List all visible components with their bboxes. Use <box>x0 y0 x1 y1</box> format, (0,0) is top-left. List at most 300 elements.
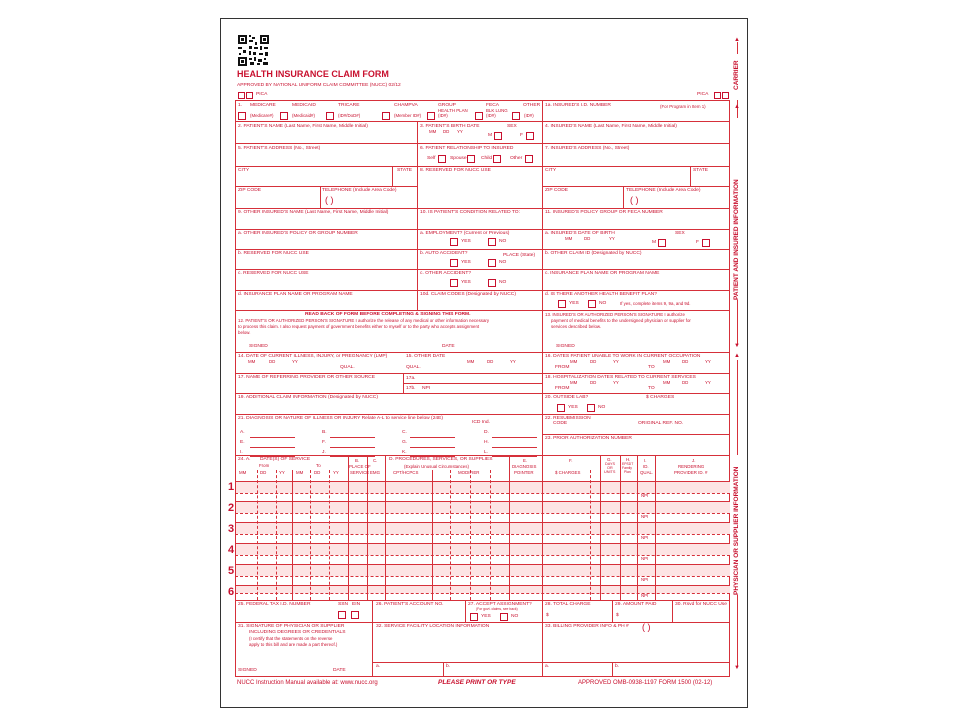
box6-other-label: Other <box>510 156 523 161</box>
form-rule <box>235 352 730 353</box>
nucc-approval: APPROVED BY NATIONAL UNIFORM CLAIM COMMITTEE (NUCC) 02/12 <box>237 83 401 88</box>
box1-group-label: GROUP <box>438 103 456 108</box>
box16-label-label: 16. DATES PATIENT UNABLE TO WORK IN CURRENT OCCUPATION <box>545 354 701 359</box>
box1-feca-label: FECA <box>486 103 500 108</box>
box13-line3-label: services described below. <box>551 324 602 329</box>
read-back-notice: READ BACK OF FORM BEFORE COMPLETING & SIGNING THIS FORM. <box>305 312 471 317</box>
box16-to-label: TO <box>648 365 655 370</box>
box14-mm-label: MM <box>248 359 256 364</box>
patient-sex-m-checkbox[interactable] <box>494 132 502 140</box>
box18-yy-label: YY <box>705 380 711 385</box>
box24-b-label: B. <box>355 458 360 463</box>
box21-letters-0-label: A. <box>240 430 245 435</box>
form-rule <box>235 186 418 187</box>
box33-paren-label: ( ) <box>642 622 651 632</box>
another-plan-yes-checkbox[interactable] <box>558 300 566 308</box>
box21-label-label: 21. DIAGNOSIS OR NATURE OF ILLNESS OR INJURY Relate A-L to service line below (24E) <box>238 416 444 421</box>
box24-dates-label: DATE(S) OF SERVICE <box>260 457 311 462</box>
box17-label: 17. NAME OF REFERRING PROVIDER OR OTHER SOURCE <box>238 375 375 380</box>
accept-assignment-yes-checkbox[interactable] <box>470 613 478 621</box>
box11a-m-label: M <box>652 240 657 245</box>
box24-or-label: OR <box>607 466 613 470</box>
date-label: DATE <box>333 668 346 673</box>
patient-sex-f-checkbox[interactable] <box>526 132 534 140</box>
box14-label-label: 14. DATE OF CURRENT ILLNESS, INJURY, or PREGNANCY (LMP) <box>238 354 388 359</box>
group-health-plan-checkbox[interactable] <box>427 112 435 120</box>
box9-label: 9. OTHER INSURED'S NAME (Last Name, First Name, Middle Initial) <box>238 210 389 215</box>
box24-yy-label: YY <box>333 470 339 475</box>
pica-left-box[interactable] <box>246 92 253 99</box>
arrow-up-icon: ▲ <box>734 353 740 359</box>
relationship-spouse-checkbox[interactable] <box>467 155 475 163</box>
form-rule <box>655 455 656 600</box>
box24-provider-label: PROVIDER ID. # <box>674 470 708 475</box>
qr-code-icon <box>237 34 270 67</box>
yes-label: YES <box>461 280 471 285</box>
box22-code-label: CODE <box>553 421 568 426</box>
box23-label: 23. PRIOR AUTHORIZATION NUMBER <box>545 436 632 441</box>
box10d-label: 10d. CLAIM CODES (Designated by NUCC) <box>420 292 516 297</box>
box15-qual-label: QUAL. <box>406 365 421 370</box>
box11d-note-label: If yes, complete items 9, 9a, and 9d. <box>620 301 691 306</box>
box24-mm-label: MM <box>296 470 304 475</box>
box15-yy-label: YY <box>510 359 516 364</box>
service-line-number: 2 <box>228 502 235 514</box>
box24-g-label: G. <box>607 457 612 462</box>
box13-line2-label: payment of medical benefits to the undersigned physician or supplier for <box>551 318 691 323</box>
box14-qual-label: QUAL. <box>340 365 355 370</box>
employment-no-checkbox[interactable] <box>488 238 496 246</box>
box18-dd-label: DD <box>590 380 597 385</box>
footer-manual-link[interactable]: NUCC Instruction Manual available at: www.nucc.org <box>237 680 378 686</box>
box21-letters-7-label: H. <box>484 440 489 445</box>
outside-lab-no-checkbox[interactable] <box>587 404 595 412</box>
box21-letters-8-label: I. <box>240 450 243 455</box>
box1-group-id-label: (ID#) <box>438 113 448 118</box>
box1-medicaid-label: MEDICAID <box>292 103 316 108</box>
form-rule <box>612 662 613 677</box>
form-rule <box>470 470 471 600</box>
box9a-label: a. OTHER INSURED'S POLICY OR GROUP NUMBER <box>238 231 358 236</box>
box3-f-label: F <box>520 133 523 138</box>
npi-label: NPI <box>641 593 649 598</box>
box11a-mm-label: MM <box>565 236 573 241</box>
box27-label-label: 27. ACCEPT ASSIGNMENT? <box>468 602 532 607</box>
form-rule <box>372 662 730 663</box>
telephone-label: TELEPHONE (Include Area Code) <box>322 188 397 193</box>
box24-dd-label: DD <box>314 470 321 475</box>
form-rule <box>235 600 730 601</box>
patient-arrow <box>737 300 738 345</box>
box9d-label: d. INSURANCE PLAN NAME OR PROGRAM NAME <box>238 292 353 297</box>
form-rule <box>443 662 444 677</box>
b-label-label: b. <box>615 664 620 669</box>
box16-dd-label: DD <box>682 359 689 364</box>
ein-checkbox[interactable] <box>351 611 359 619</box>
box24-cpt-label: CPT/HCPCS <box>393 470 419 475</box>
box31-line1-label: 31. SIGNATURE OF PHYSICIAN OR SUPPLIER <box>238 624 345 629</box>
box24-plan-label: Plan <box>624 470 631 474</box>
form-rule <box>403 373 404 393</box>
form-rule <box>235 166 730 167</box>
npi-label: NPI <box>422 386 431 391</box>
box15-mm-label: MM <box>467 359 475 364</box>
carrier-side-label: CARRIER <box>733 60 740 90</box>
box21-letters-6-label: G. <box>402 440 408 445</box>
box24-dd-label: DD <box>260 470 267 475</box>
box24-pointer-label: POINTER <box>514 470 534 475</box>
zip-label: ZIP CODE <box>545 188 569 193</box>
form-rule <box>235 249 730 250</box>
box24-diag-label: DIAGNOSIS <box>512 464 537 469</box>
box32-label: 32. SERVICE FACILITY LOCATION INFORMATION <box>376 624 490 629</box>
box6-child-label: Child <box>481 156 493 161</box>
form-rule <box>410 447 455 448</box>
form-rule <box>432 470 433 600</box>
service-line-number: 4 <box>228 544 235 556</box>
box3-sex-label: SEX <box>507 124 517 129</box>
box1-medicaid-id-label: (Medicaid#) <box>292 113 315 118</box>
box9b-label: b. RESERVED FOR NUCC USE <box>238 251 309 256</box>
box10b-place-label: PLACE (State) <box>503 253 536 258</box>
relationship-self-checkbox[interactable] <box>438 155 446 163</box>
box6-self-label: Self <box>427 156 436 161</box>
box8-label: 8. RESERVED FOR NUCC USE <box>420 168 491 173</box>
box24-days-label: DAYS <box>605 462 616 466</box>
box15-dd-label: DD <box>487 359 494 364</box>
form-rule <box>330 456 375 457</box>
a-label-label: a. <box>545 664 550 669</box>
box1-medicare-label: MEDICARE <box>250 103 276 108</box>
box17a-label: 17a. <box>406 376 416 381</box>
box24-e-label: E. <box>523 458 528 463</box>
box31-line4-label: apply to this bill and are made a part thereof.) <box>249 642 338 647</box>
box10b-label: b. AUTO ACCIDENT? <box>420 251 468 256</box>
yes-label: YES <box>569 301 579 306</box>
box15-label-label: 15. OTHER DATE <box>406 354 446 359</box>
physician-signature-label: SIGNED <box>238 668 257 673</box>
pica-right-box[interactable] <box>714 92 721 99</box>
physician-arrow <box>737 595 738 667</box>
patient-name-label: 2. PATIENT'S NAME (Last Name, First Name, Middle Initial) <box>238 124 368 129</box>
box16-mm-label: MM <box>663 359 671 364</box>
physician-arrow <box>737 360 738 455</box>
box24-c-label: C. <box>373 458 378 463</box>
footer-print-notice: PLEASE PRINT OR TYPE <box>438 679 516 686</box>
other-accident-no-checkbox[interactable] <box>488 279 496 287</box>
form-rule <box>235 269 730 270</box>
box1-group2-label: HEALTH PLAN <box>438 108 468 113</box>
auto-accident-yes-checkbox[interactable] <box>450 259 458 267</box>
box11a-sex-label: SEX <box>675 231 685 236</box>
medicaid-checkbox[interactable] <box>280 112 288 120</box>
service-line-number: 5 <box>228 565 235 577</box>
state-label: STATE <box>693 168 709 173</box>
no-label: NO <box>499 260 507 265</box>
pica-left-label: PICA <box>256 92 268 97</box>
box7-label: 7. INSURED'S ADDRESS (No., Street) <box>545 146 630 151</box>
box11a-yy-label: YY <box>609 236 615 241</box>
yes-label: YES <box>481 614 491 619</box>
form-rule <box>620 455 621 600</box>
form-rule <box>392 166 393 186</box>
box1-champva-label: CHAMPVA <box>394 103 418 108</box>
dollar-label: $ <box>546 613 549 618</box>
b-label-label: b. <box>446 664 451 669</box>
box11b-label: b. OTHER CLAIM ID (Designated by NUCC) <box>545 251 642 256</box>
box22-label-label: 22. RESUBMISSION <box>545 416 591 421</box>
other-checkbox[interactable] <box>512 112 520 120</box>
box21-letters-1-label: B. <box>322 430 327 435</box>
box24-emg-label: EMG <box>370 470 381 475</box>
form-rule <box>623 186 624 208</box>
box30-label: 30. Rsvd for NUCC Use <box>675 602 727 607</box>
box14-yy-label: YY <box>292 359 298 364</box>
no-label: NO <box>511 614 519 619</box>
box1-other-label: OTHER <box>523 103 541 108</box>
form-rule <box>612 600 613 622</box>
form-rule <box>320 186 321 208</box>
box24-rendering-label: RENDERING <box>678 464 705 469</box>
patient-signature-label: SIGNED <box>249 344 268 349</box>
relationship-child-checkbox[interactable] <box>493 155 501 163</box>
form-rule <box>450 470 451 600</box>
box33-label: 33. BILLING PROVIDER INFO & PH # <box>545 624 629 629</box>
box14-dd-label: DD <box>269 359 276 364</box>
service-line-number: 6 <box>228 586 235 598</box>
form-rule <box>235 622 730 623</box>
arrow-down-icon: ▼ <box>734 343 740 349</box>
form-rule <box>372 600 373 677</box>
box24-to-label: To <box>316 463 321 468</box>
form-rule <box>235 121 730 122</box>
another-plan-no-checkbox[interactable] <box>588 300 596 308</box>
employment-yes-checkbox[interactable] <box>450 238 458 246</box>
insured-name-label: 4. INSURED'S NAME (Last Name, First Name, Middle Initial) <box>545 124 677 129</box>
form-rule <box>330 447 375 448</box>
service-line-number: 1 <box>228 481 235 493</box>
box24-j-label: J. <box>692 458 696 463</box>
box29-label: 29. AMOUNT PAID <box>615 602 657 607</box>
box21-letters-10-label: K. <box>402 450 407 455</box>
box16-yy-label: YY <box>705 359 711 364</box>
box20-charges-label: $ CHARGES <box>646 395 675 400</box>
npi-label: NPI <box>641 493 649 498</box>
insured-sex-f-checkbox[interactable] <box>702 239 710 247</box>
physician-side-label: PHYSICIAN OR SUPPLIER INFORMATION <box>733 466 740 595</box>
box24-pos-label: PLACE OF <box>349 464 371 469</box>
box1-feca-id-label: (ID#) <box>486 113 496 118</box>
pica-right-box[interactable] <box>722 92 729 99</box>
box25-label-label: 25. FEDERAL TAX I.D. NUMBER <box>238 602 311 607</box>
form-rule <box>542 100 543 352</box>
box24-charges-label: $ CHARGES <box>555 470 581 475</box>
dollar-label: $ <box>616 613 619 618</box>
box1-tricare-label: TRICARE <box>338 103 360 108</box>
box3-dd-label: DD <box>443 129 450 134</box>
box11a-label-label: a. INSURED'S DATE OF BIRTH <box>545 231 615 236</box>
pica-left-box[interactable] <box>238 92 245 99</box>
tricare-checkbox[interactable] <box>326 112 334 120</box>
box24-id-label: ID. <box>643 464 649 469</box>
form-rule <box>235 393 730 394</box>
box24-modifier-label: MODIFIER <box>458 470 480 475</box>
form-rule <box>637 455 638 600</box>
yes-label: YES <box>461 260 471 265</box>
npi-label: NPI <box>641 535 649 540</box>
form-rule <box>250 447 295 448</box>
box22-ref-label: ORIGINAL REF. NO. <box>638 421 684 426</box>
box28-label: 28. TOTAL CHARGE <box>545 602 591 607</box>
box18-mm-label: MM <box>570 380 578 385</box>
a-label-label: a. <box>376 664 381 669</box>
form-rule <box>235 208 730 209</box>
box24-mm-label: MM <box>239 470 247 475</box>
box18-label-label: 18. HOSPITALIZATION DATES RELATED TO CURRENT SERVICES <box>545 375 696 380</box>
form-rule <box>590 470 591 600</box>
form-rule <box>465 600 466 622</box>
box1-medicare-id-label: (Medicare#) <box>250 113 274 118</box>
npi-label: NPI <box>641 556 649 561</box>
box21-letters-2-label: C. <box>402 430 407 435</box>
insured-signature-label: SIGNED <box>556 344 575 349</box>
box10-label: 10. IS PATIENT'S CONDITION RELATED TO: <box>420 210 520 215</box>
box24-epsdt-label: EPSDT <box>622 462 634 466</box>
box25-ssn-label: SSN <box>338 602 349 607</box>
city-label: CITY <box>238 168 250 173</box>
box25-ein-label: EIN <box>352 602 361 607</box>
box11d-label-label: d. IS THERE ANOTHER HEALTH BENEFIT PLAN? <box>545 292 657 297</box>
form-rule <box>690 166 691 186</box>
form-rule <box>235 414 730 415</box>
paren-label: ( ) <box>630 195 639 205</box>
insured-id-label: 1a. INSURED'S I.D. NUMBER <box>545 103 611 108</box>
form-rule <box>235 290 730 291</box>
box21-letters-4-label: E. <box>240 440 245 445</box>
form-rule <box>509 455 510 600</box>
box24-pos2-label: SERVICE <box>350 470 370 475</box>
no-label: NO <box>499 239 507 244</box>
box9c-label: c. RESERVED FOR NUCC USE <box>238 271 309 276</box>
box16-dd-label: DD <box>590 359 597 364</box>
other-accident-yes-checkbox[interactable] <box>450 279 458 287</box>
box11a-f-label: F <box>696 240 699 245</box>
form-rule <box>410 437 455 438</box>
insured-sex-m-checkbox[interactable] <box>658 239 666 247</box>
form-title: HEALTH INSURANCE CLAIM FORM <box>237 69 389 79</box>
form-rule <box>367 455 368 600</box>
box18-mm-label: MM <box>663 380 671 385</box>
accept-assignment-no-checkbox[interactable] <box>500 613 508 621</box>
form-rule <box>492 447 537 448</box>
form-rule <box>490 470 491 600</box>
form-rule <box>235 229 730 230</box>
box3-m-label: M <box>488 133 493 138</box>
form-rule <box>257 470 258 600</box>
box1a-note-label: (For Program in Item 1) <box>660 104 706 109</box>
box12-line3-label: below. <box>238 330 251 335</box>
form-rule <box>329 470 330 600</box>
footer-omb-approval: APPROVED OMB-0938-1197 FORM 1500 (02-12) <box>578 680 713 686</box>
box24-family-label: Family <box>622 466 632 470</box>
box3-mm-label: MM <box>429 129 437 134</box>
ssn-checkbox[interactable] <box>338 611 346 619</box>
arrow-down-icon: ▼ <box>734 665 740 671</box>
box3-label-label: 3. PATIENT'S BIRTH DATE <box>420 124 480 129</box>
box10a-label: a. EMPLOYMENT? (Current or Previous) <box>420 231 510 236</box>
auto-accident-no-checkbox[interactable] <box>488 259 496 267</box>
medicare-checkbox[interactable] <box>238 112 246 120</box>
box18-from-label: FROM <box>555 386 570 391</box>
box13-line1-label: 13. INSURED'S OR AUTHORIZED PERSON'S SIGNATURE I authorize <box>545 312 685 317</box>
feca-checkbox[interactable] <box>475 112 483 120</box>
form-rule <box>492 437 537 438</box>
form-rule <box>330 437 375 438</box>
form-rule <box>235 143 730 144</box>
arrow-up-icon: ▲ <box>734 104 740 110</box>
outside-lab-yes-checkbox[interactable] <box>557 404 565 412</box>
telephone-label: TELEPHONE (Include Area Code) <box>626 188 701 193</box>
box20-label-label: 20. OUTSIDE LAB? <box>545 395 589 400</box>
city-label: CITY <box>545 168 557 173</box>
form-rule <box>348 455 349 600</box>
box21-letters-11-label: L. <box>484 450 489 455</box>
box16-yy-label: YY <box>613 359 619 364</box>
yes-label: YES <box>461 239 471 244</box>
no-label: NO <box>499 280 507 285</box>
form-rule <box>235 373 730 374</box>
form-rule <box>276 470 277 600</box>
form-rule <box>292 470 293 600</box>
box21-letters-5-label: F. <box>322 440 326 445</box>
box18-yy-label: YY <box>613 380 619 385</box>
box18-dd-label: DD <box>682 380 689 385</box>
box1-tricare-id-label: (ID#/DoD#) <box>338 113 361 118</box>
box24-d2-label: (Explain Unusual Circumstances) <box>404 464 469 469</box>
box24-i-label: I. <box>644 458 647 463</box>
carrier-arrow <box>737 42 738 54</box>
form-rule <box>310 470 311 600</box>
state-label: STATE <box>397 168 413 173</box>
form-rule <box>542 455 543 677</box>
box24-units-label: UNITS <box>604 470 616 474</box>
box17b-label: 17b. <box>406 386 416 391</box>
pica-right-label: PICA <box>697 92 709 97</box>
form-rule <box>385 455 386 600</box>
paren-label: ( ) <box>325 195 334 205</box>
box11a-dd-label: DD <box>584 236 591 241</box>
box1-other-id-label: (ID#) <box>524 113 534 118</box>
box3-yy-label: YY <box>457 129 463 134</box>
champva-checkbox[interactable] <box>382 112 390 120</box>
box11-label: 11. INSURED'S POLICY GROUP OR FECA NUMBER <box>545 210 663 215</box>
box21-icd-label: ICD Ind. <box>472 420 490 425</box>
box24-f-label: F. <box>569 458 573 463</box>
form-rule <box>417 121 418 310</box>
form-rule <box>542 186 730 187</box>
box1-champva-id-label: (Member ID#) <box>394 113 422 118</box>
box6-spouse-label: Spouse <box>450 156 467 161</box>
form-rule <box>542 434 730 435</box>
box21-letters-9-label: J. <box>322 450 326 455</box>
box24-from-label: From <box>259 463 270 468</box>
box27-note-label: (For govt. claims, see back) <box>476 607 518 611</box>
relationship-other-checkbox[interactable] <box>525 155 533 163</box>
box12-line2-label: to process this claim. I also request payment of government benefits either to myself or to the party who accepts assignment <box>238 324 480 329</box>
no-label: NO <box>599 301 607 306</box>
form-rule <box>672 600 673 622</box>
box16-from-label: FROM <box>555 365 570 370</box>
